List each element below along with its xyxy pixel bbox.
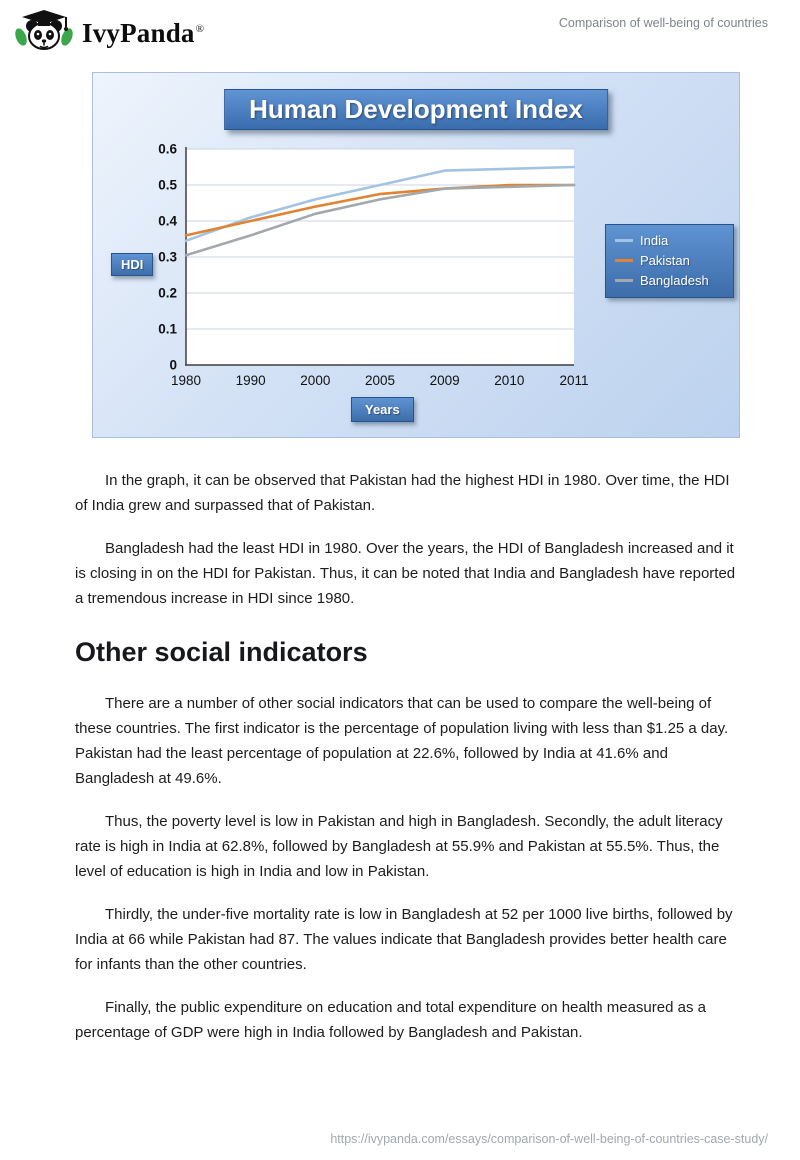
document-title: Comparison of well-being of countries (558, 16, 768, 30)
y-tick-label: 0.4 (158, 213, 177, 229)
x-tick-label: 2009 (429, 373, 460, 388)
y-tick-label: 0 (169, 357, 177, 373)
chart-legend (605, 224, 734, 298)
ivypanda-logo-icon (14, 8, 74, 54)
paragraph-graph-observation-1: In the graph, it can be observed that Pakistan had the highest HDI in 1980. Over time, the HDI of India grew and surpassed that of Pakistan. (75, 472, 730, 514)
x-tick-label: 1980 (170, 373, 202, 388)
legend-label: Bangladesh (640, 273, 709, 288)
brand-name-text: IvyPanda (82, 18, 195, 48)
x-tick-label: 1990 (235, 373, 266, 388)
x-axis-label: Years (351, 397, 414, 422)
source-url[interactable]: https://ivypanda.com/essays/comparison-of-well-being-of-countries-case-study/ (330, 1132, 768, 1146)
brand-name (82, 6, 204, 56)
ivypanda-brand[interactable] (14, 6, 204, 56)
paragraph-mortality: Thirdly, the under-five mortality rate is low in Bangladesh at 52 per 1000 live births, followed by India at 66 while Pakistan had 87. The values indicate that Bangladesh provides better health care for infants than the other countries. (75, 906, 733, 973)
y-tick-label: 0.2 (158, 285, 177, 301)
registered-trademark: ® (195, 23, 205, 35)
y-tick-label: 0.5 (158, 177, 177, 193)
paragraph-expenditure: Finally, the public expenditure on education and total expenditure on health measured as a percentage of GDP were high in India followed by Bangladesh and Pakistan. (75, 999, 706, 1041)
essay-body (0, 438, 800, 1045)
legend-item-bangladesh (615, 273, 724, 288)
section-heading: Other social indicators (75, 637, 368, 667)
x-tick-label: 2005 (364, 373, 396, 388)
site-header (0, 0, 800, 60)
x-tick-label: 2010 (494, 373, 525, 388)
y-tick-label: 0.1 (158, 321, 177, 337)
legend-swatch-india (615, 239, 633, 242)
paragraph-poverty: There are a number of other social indicators that can be used to compare the well-being of these countries. The first indicator is the percentage of population living with less than $1.25 a day. Pakistan had the least percentage of population at 22.6%, followed by India at 41.6% and Bangladesh at 49.6%. (75, 695, 729, 787)
y-tick-label: 0.6 (158, 141, 177, 157)
legend-item-india (615, 233, 724, 248)
legend-swatch-bangladesh (615, 279, 633, 282)
paragraph-literacy: Thus, the poverty level is low in Pakistan and high in Bangladesh. Secondly, the adult literacy rate is high in India at 62.8%, followed by Bangladesh at 55.9% and Pakistan at 55.5%. Thus, the level of education is high in India and low in Pakistan. (75, 813, 723, 880)
chart-title: Human Development Index (224, 89, 608, 130)
x-tick-label: 2011 (559, 373, 589, 388)
x-tick-label: 2000 (300, 373, 331, 388)
y-tick-label: 0.3 (158, 249, 177, 265)
legend-swatch-pakistan (615, 259, 633, 262)
paragraph-graph-observation-2: Bangladesh had the least HDI in 1980. Over the years, the HDI of Bangladesh increased and it is closing in on the HDI for Pakistan. Thus, it can be noted that India and Bangladesh have reported a tremendous increase in HDI since 1980. (75, 540, 736, 607)
legend-label: Pakistan (640, 253, 690, 268)
hdi-chart-panel (92, 72, 740, 438)
y-axis-label: HDI (111, 253, 153, 276)
legend-item-pakistan (615, 253, 724, 268)
legend-label: India (640, 233, 669, 248)
